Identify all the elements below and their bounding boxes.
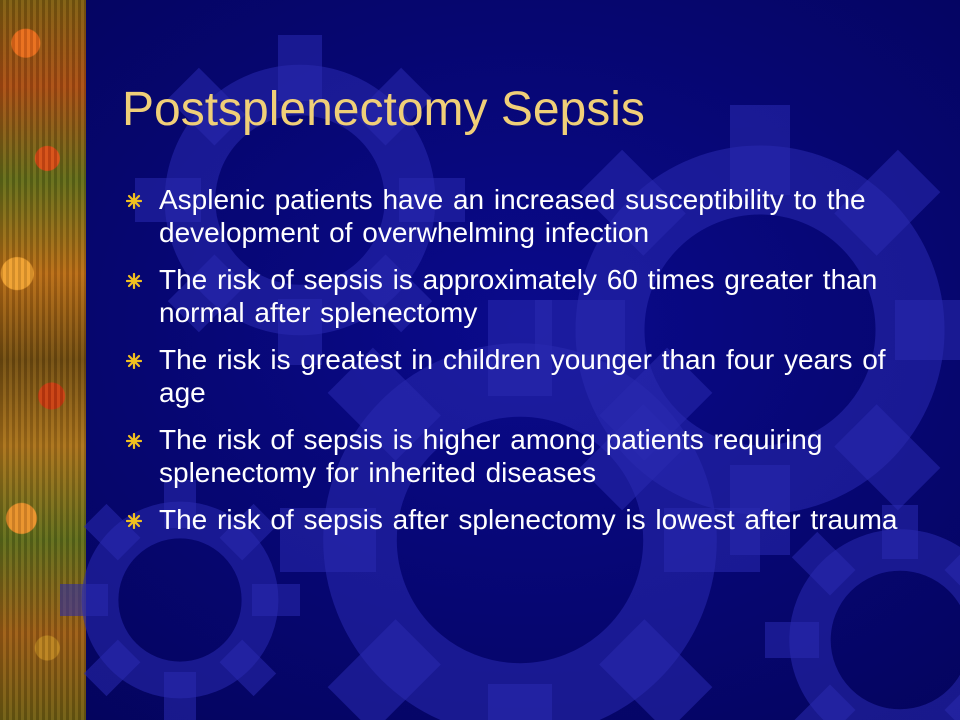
- slide-title: Postsplenectomy Sepsis: [122, 83, 645, 136]
- sunburst-bullet-icon: [126, 353, 142, 369]
- bullet-text: The risk is greatest in children younger than four years of age: [159, 344, 886, 408]
- sunburst-bullet-icon: [126, 513, 142, 529]
- sunburst-bullet-icon: [126, 193, 142, 209]
- list-item: [124, 423, 924, 489]
- list-item: [124, 343, 924, 409]
- list-item: [124, 263, 924, 329]
- list-item: [124, 503, 924, 536]
- bullet-list: [124, 183, 924, 550]
- bullet-text: The risk of sepsis after splenectomy is lowest after trauma: [159, 504, 898, 535]
- list-item: [124, 183, 924, 249]
- bullet-text: The risk of sepsis is approximately 60 times greater than normal after splenectomy: [159, 264, 878, 328]
- bullet-text: The risk of sepsis is higher among patients requiring splenectomy for inherited diseases: [159, 424, 823, 488]
- sunburst-bullet-icon: [126, 433, 142, 449]
- bullet-text: Asplenic patients have an increased susceptibility to the development of overwhelming infection: [159, 184, 866, 248]
- sunburst-bullet-icon: [126, 273, 142, 289]
